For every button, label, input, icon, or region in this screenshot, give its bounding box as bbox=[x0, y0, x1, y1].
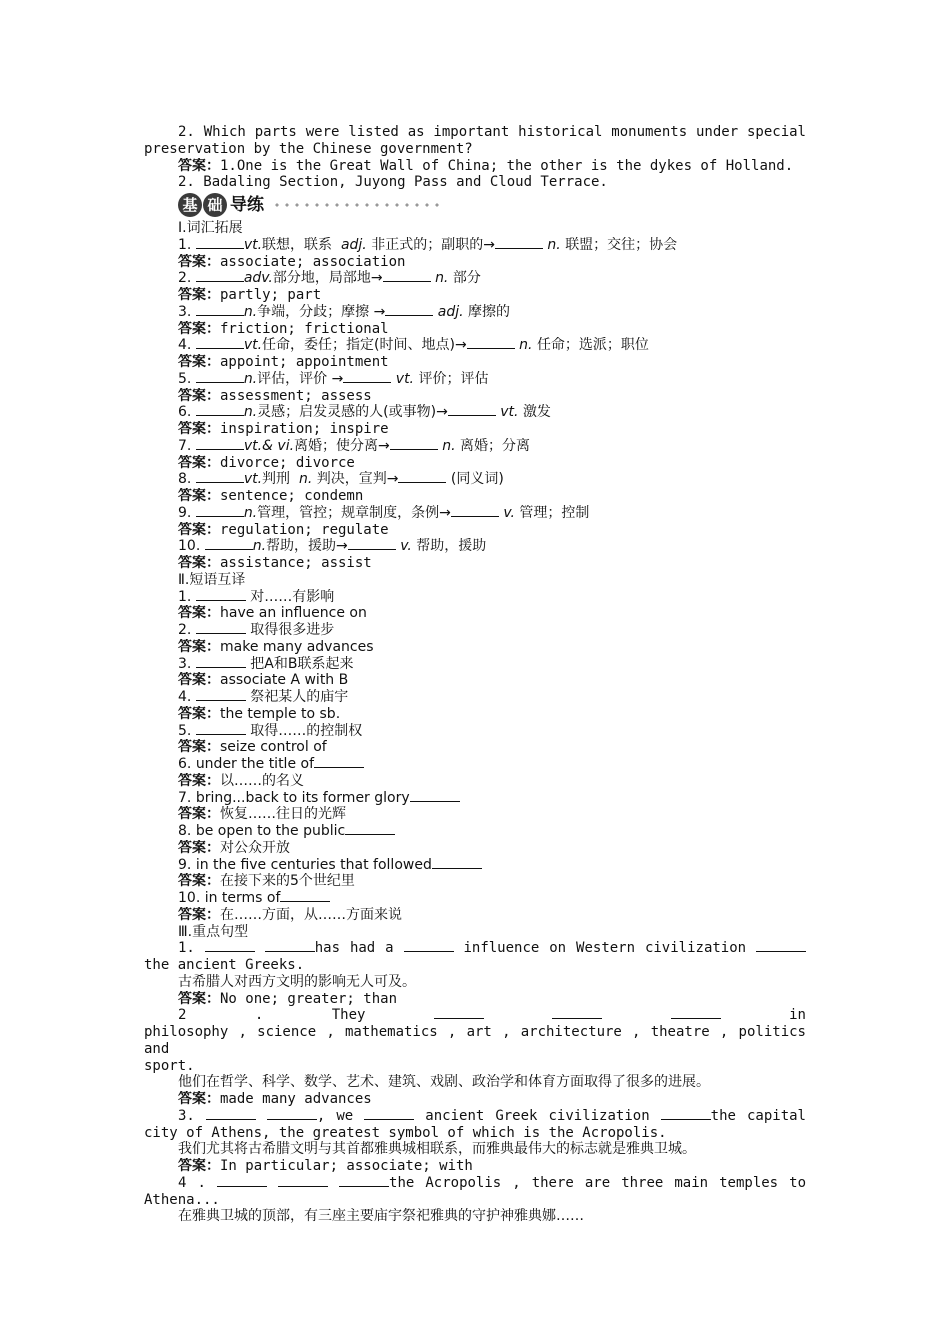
part-of-speech: vt. bbox=[395, 370, 415, 387]
vocab-number: 4. bbox=[178, 337, 192, 354]
vocab-answer bbox=[144, 354, 806, 371]
blank bbox=[196, 237, 244, 249]
answer-label: 答案： bbox=[178, 739, 220, 756]
part-of-speech: n. bbox=[298, 471, 313, 488]
vocab-answer bbox=[144, 488, 806, 505]
phrase-answer bbox=[144, 873, 806, 890]
vocab-meaning: 评价；评估 bbox=[418, 370, 489, 387]
answer-text: partly; part bbox=[220, 287, 322, 303]
sentence-1-answer bbox=[144, 991, 806, 1008]
vocab-meaning: 离婚；分离 bbox=[460, 437, 530, 454]
sentence-2-text-b: in bbox=[789, 1007, 806, 1024]
answer-text: seize control of bbox=[220, 739, 327, 756]
vocab-item bbox=[144, 538, 806, 555]
answer-label: 答案： bbox=[178, 1158, 220, 1174]
phrase-number: 6. bbox=[178, 756, 192, 772]
answer-text: 恢复……往日的光辉 bbox=[220, 806, 346, 823]
answer-label: 答案： bbox=[178, 387, 220, 404]
section-2-heading: Ⅱ.短语互译 bbox=[178, 571, 246, 588]
vocab-meaning: 联想，联系 bbox=[262, 236, 333, 253]
vocab-meaning: 帮助，援助 bbox=[416, 538, 487, 555]
phrase-text: under the title of bbox=[195, 756, 315, 772]
answer-label: 答案： bbox=[178, 488, 220, 504]
vocab-meaning: (同义词) bbox=[450, 471, 504, 488]
part-of-speech: adj. bbox=[340, 236, 367, 253]
sentence-4-line-1 bbox=[144, 1175, 806, 1192]
phrase-number: 7. bbox=[178, 789, 192, 806]
vocab-answer bbox=[144, 254, 806, 271]
blank bbox=[196, 622, 246, 634]
section-banner bbox=[178, 193, 806, 219]
blank bbox=[383, 270, 431, 282]
phrase-number: 8. bbox=[178, 823, 192, 839]
answer-label: 答案： bbox=[178, 521, 220, 538]
blank bbox=[434, 1007, 484, 1019]
blank bbox=[343, 371, 391, 383]
part-of-speech: vt.& vi. bbox=[243, 437, 295, 454]
answer-label: 答案： bbox=[178, 705, 220, 722]
vocab-meaning: 争端，分歧；摩擦 → bbox=[257, 303, 386, 320]
vocab-meaning: 判决，宣判→ bbox=[316, 471, 399, 488]
answer-text: In particular; associate; with bbox=[220, 1158, 473, 1174]
vocab-meaning: 管理，管控；规章制度，条例→ bbox=[257, 504, 451, 521]
vocab-meaning: 部分地，局部地→ bbox=[272, 270, 383, 287]
answer-text: No one; greater; than bbox=[220, 990, 398, 1007]
answer-block bbox=[144, 158, 806, 175]
banner-dots bbox=[272, 202, 442, 208]
sentence-3-text-c: the capital bbox=[710, 1107, 806, 1124]
blank bbox=[196, 304, 244, 316]
blank bbox=[345, 823, 395, 835]
phrase-number: 10. bbox=[178, 890, 201, 906]
phrase-text: in terms of bbox=[204, 890, 281, 906]
blank bbox=[278, 1175, 328, 1187]
question-2-line-2: preservation by the Chinese government? bbox=[144, 140, 473, 157]
answer-text: assistance; assist bbox=[220, 555, 372, 571]
answer-text: made many advances bbox=[220, 1091, 372, 1107]
vocab-number: 6. bbox=[178, 404, 192, 421]
phrase-answer bbox=[144, 773, 806, 790]
blank bbox=[398, 471, 446, 483]
blank bbox=[196, 471, 244, 483]
blank bbox=[206, 1108, 256, 1120]
vocab-meaning: 判刑 bbox=[262, 471, 291, 488]
vocab-meaning: 灵感；启发灵感的人(或事物)→ bbox=[257, 404, 448, 421]
answer-label: 答案： bbox=[178, 672, 220, 689]
vocab-item bbox=[144, 471, 806, 488]
phrase-number: 1. bbox=[178, 588, 192, 605]
part-of-speech: n. bbox=[547, 236, 561, 253]
vocab-item bbox=[144, 270, 806, 287]
vocab-answer bbox=[144, 455, 806, 472]
phrase-list bbox=[144, 589, 806, 924]
phrase-answer bbox=[144, 739, 806, 756]
sentence-2-chinese: 他们在哲学、科学、数学、艺术、建筑、戏剧、政治学和体育方面取得了很多的进展。 bbox=[178, 1074, 710, 1091]
sentence-3-text-b: ancient Greek civilization bbox=[425, 1107, 650, 1124]
worksheet-page bbox=[144, 124, 806, 1225]
answer-label: 答案： bbox=[178, 157, 220, 174]
phrase-text: be open to the public bbox=[195, 823, 346, 839]
answer-text: 对公众开放 bbox=[220, 839, 290, 856]
phrase-answer bbox=[144, 672, 806, 689]
vocab-meaning: 任命；选派；职位 bbox=[536, 337, 649, 354]
answer-label: 答案： bbox=[178, 1091, 220, 1107]
sentence-1-text-a: has had a bbox=[314, 940, 394, 957]
phrase-text: 祭祀某人的庙宇 bbox=[250, 689, 349, 705]
answer-text: 在……方面，从……方面来说 bbox=[220, 906, 402, 923]
part-of-speech: adj. bbox=[437, 303, 464, 320]
vocab-number: 9. bbox=[178, 504, 192, 521]
blank bbox=[196, 438, 244, 450]
vocab-number: 10. bbox=[178, 538, 201, 555]
vocab-item bbox=[144, 438, 806, 455]
vocab-number: 8. bbox=[178, 471, 192, 488]
sentence-3-answer bbox=[144, 1158, 806, 1175]
blank bbox=[265, 940, 315, 952]
answer-text: inspiration; inspire bbox=[220, 421, 389, 437]
vocab-answer bbox=[144, 421, 806, 438]
part-of-speech: vt. bbox=[500, 404, 519, 421]
answer-label: 答案： bbox=[178, 421, 220, 437]
phrase-item bbox=[144, 723, 806, 740]
answer-text: sentence; condemn bbox=[220, 488, 364, 504]
sentence-4-text: the Acropolis , there are three main temples to bbox=[389, 1174, 806, 1191]
answer-text: the temple to sb. bbox=[220, 705, 341, 722]
blank bbox=[552, 1007, 602, 1019]
part-of-speech: n. bbox=[243, 370, 258, 387]
section-1-heading: Ⅰ.词汇拓展 bbox=[178, 220, 243, 236]
answer-label: 答案： bbox=[178, 806, 220, 823]
sentence-1-line-1 bbox=[144, 940, 806, 957]
phrase-text: 取得……的控制权 bbox=[250, 722, 363, 739]
blank bbox=[267, 1108, 317, 1120]
phrase-answer bbox=[144, 706, 806, 723]
vocab-number: 7. bbox=[178, 437, 192, 454]
answer-text: friction; frictional bbox=[220, 320, 389, 337]
vocab-answer bbox=[144, 522, 806, 539]
answer-label: 答案： bbox=[178, 990, 220, 1007]
phrase-item bbox=[144, 790, 806, 807]
sentence-3-number: 3. bbox=[178, 1107, 195, 1124]
answer-label: 答案： bbox=[178, 454, 220, 471]
phrase-text: 取得很多进步 bbox=[250, 622, 335, 638]
vocab-meaning: 摩擦的 bbox=[468, 303, 511, 320]
banner-badge-2: 础 bbox=[203, 193, 227, 217]
answer-text: 1.One is the Great Wall of China; the other is the dykes of Holland. bbox=[220, 157, 794, 174]
blank bbox=[196, 505, 244, 517]
part-of-speech: n. bbox=[243, 504, 258, 521]
blank bbox=[451, 505, 499, 517]
phrase-item bbox=[144, 689, 806, 706]
part-of-speech: n. bbox=[243, 404, 258, 421]
blank bbox=[756, 940, 806, 952]
vocab-item bbox=[144, 304, 806, 321]
part-of-speech: vt. bbox=[243, 471, 263, 488]
vocab-answer bbox=[144, 555, 806, 572]
sentence-2-line-2: philosophy , science , mathematics , art , architecture , theatre , politics and bbox=[144, 1024, 806, 1057]
blank bbox=[661, 1108, 711, 1120]
blank bbox=[364, 1108, 414, 1120]
blank bbox=[196, 589, 246, 601]
vocab-number: 3. bbox=[178, 303, 192, 320]
banner-title: 导练 bbox=[230, 194, 264, 215]
vocab-number: 2. bbox=[178, 270, 192, 287]
part-of-speech: v. bbox=[400, 538, 412, 555]
answer-label: 答案： bbox=[178, 873, 220, 890]
phrase-item bbox=[144, 756, 806, 773]
phrase-answer bbox=[144, 840, 806, 857]
answer-line-2: 2. Badaling Section, Juyong Pass and Cloud Terrace. bbox=[178, 174, 608, 191]
blank bbox=[280, 890, 330, 902]
vocab-number: 5. bbox=[178, 370, 192, 387]
part-of-speech: n. bbox=[442, 437, 456, 454]
answer-label: 答案： bbox=[178, 320, 220, 337]
phrase-number: 5. bbox=[178, 722, 192, 739]
vocab-meaning: 评估，评价 → bbox=[257, 370, 344, 387]
part-of-speech: n. bbox=[519, 337, 533, 354]
phrase-number: 4. bbox=[178, 689, 192, 705]
blank bbox=[432, 857, 482, 869]
sentence-2-text-a: They bbox=[331, 1007, 366, 1024]
blank bbox=[467, 337, 515, 349]
blank bbox=[196, 689, 246, 701]
vocab-item bbox=[144, 237, 806, 254]
sentence-2-number: 2 bbox=[178, 1007, 187, 1024]
phrase-text: 对……有影响 bbox=[250, 588, 335, 605]
blank bbox=[348, 538, 396, 550]
phrase-number: 9. bbox=[178, 856, 192, 873]
phrase-item bbox=[144, 656, 806, 673]
phrase-text: 把A和B联系起来 bbox=[250, 655, 354, 672]
blank bbox=[339, 1175, 389, 1187]
sentence-3-line-2: city of Athens, the greatest symbol of which is the Acropolis. bbox=[144, 1124, 667, 1141]
phrase-item bbox=[144, 857, 806, 874]
vocab-answer bbox=[144, 287, 806, 304]
part-of-speech: n. bbox=[435, 270, 449, 287]
vocab-item bbox=[144, 505, 806, 522]
part-of-speech: vt. bbox=[243, 236, 263, 253]
blank bbox=[217, 1175, 267, 1187]
answer-label: 答案： bbox=[178, 638, 220, 655]
phrase-item bbox=[144, 823, 806, 840]
sentence-4-chinese: 在雅典卫城的顶部，有三座主要庙宇祭祀雅典的守护神雅典娜…… bbox=[178, 1208, 584, 1225]
answer-text: 以……的名义 bbox=[220, 772, 304, 789]
phrase-item bbox=[144, 589, 806, 606]
answer-label: 答案： bbox=[178, 772, 220, 789]
answer-label: 答案： bbox=[178, 253, 220, 270]
vocab-number: 1. bbox=[178, 236, 192, 253]
sentence-3-line-1 bbox=[144, 1108, 806, 1125]
part-of-speech: vt. bbox=[243, 337, 263, 354]
sentence-1-text-b: influence on Western civilization bbox=[463, 940, 747, 957]
phrase-number: 2. bbox=[178, 622, 192, 638]
answer-text: regulation; regulate bbox=[220, 521, 389, 538]
blank bbox=[196, 337, 244, 349]
blank bbox=[196, 723, 246, 735]
phrase-text: bring...back to its former glory bbox=[195, 789, 410, 806]
phrase-item bbox=[144, 890, 806, 907]
blank bbox=[495, 237, 543, 249]
answer-label: 答案： bbox=[178, 605, 220, 622]
sentence-1-line-2: the ancient Greeks. bbox=[144, 957, 305, 973]
blank bbox=[314, 756, 364, 768]
vocab-meaning: 管理；控制 bbox=[519, 504, 590, 521]
section-3-heading: Ⅲ.重点句型 bbox=[178, 923, 249, 940]
sentence-2-answer bbox=[144, 1091, 806, 1108]
vocab-answer bbox=[144, 321, 806, 338]
answer-text: associate A with B bbox=[220, 672, 349, 689]
answer-label: 答案： bbox=[178, 839, 220, 856]
blank bbox=[671, 1007, 721, 1019]
sentence-2-line-1 bbox=[144, 1007, 806, 1024]
banner-badge-1: 基 bbox=[178, 193, 202, 217]
phrase-answer bbox=[144, 806, 806, 823]
blank bbox=[196, 404, 244, 416]
phrase-number: 3. bbox=[178, 655, 192, 672]
phrase-answer bbox=[144, 605, 806, 622]
sentence-1-number: 1. bbox=[178, 940, 195, 957]
blank bbox=[196, 656, 246, 668]
vocab-meaning: 联盟；交往；协会 bbox=[565, 236, 678, 253]
blank bbox=[205, 940, 255, 952]
answer-text: assessment; assess bbox=[220, 387, 372, 404]
sentence-3-text-a: , we bbox=[316, 1107, 354, 1124]
answer-text: associate; association bbox=[220, 253, 406, 270]
phrase-item bbox=[144, 622, 806, 639]
part-of-speech: v. bbox=[503, 504, 515, 521]
answer-text: appoint; appointment bbox=[220, 354, 389, 370]
question-2-line-1: 2. Which parts were listed as important historical monuments under special bbox=[178, 124, 806, 140]
sentence-2-dot: . bbox=[254, 1007, 264, 1024]
answer-label: 答案： bbox=[178, 354, 220, 370]
sentence-4-number: 4 . bbox=[178, 1174, 206, 1191]
vocab-item bbox=[144, 371, 806, 388]
vocab-meaning: 离婚；使分离→ bbox=[294, 437, 390, 454]
vocab-answer bbox=[144, 388, 806, 405]
phrase-answer bbox=[144, 907, 806, 924]
vocab-list bbox=[144, 237, 806, 572]
answer-label: 答案： bbox=[178, 287, 220, 303]
sentence-1-chinese: 古希腊人对西方文明的影响无人可及。 bbox=[178, 973, 416, 990]
vocab-item bbox=[144, 337, 806, 354]
phrase-answer bbox=[144, 639, 806, 656]
blank bbox=[205, 538, 253, 550]
part-of-speech: n. bbox=[243, 303, 258, 320]
answer-label: 答案： bbox=[178, 906, 220, 923]
answer-label: 答案： bbox=[178, 555, 220, 571]
blank bbox=[385, 304, 433, 316]
answer-text: make many advances bbox=[220, 638, 374, 655]
vocab-meaning: 激发 bbox=[522, 404, 551, 421]
sentence-4-line-2: Athena... bbox=[144, 1191, 220, 1208]
sentence-3-chinese: 我们尤其将古希腊文明与其首都雅典城相联系，而雅典最伟大的标志就是雅典卫城。 bbox=[178, 1141, 696, 1158]
phrase-text: in the five centuries that followed bbox=[195, 856, 432, 873]
vocab-meaning: 帮助，援助→ bbox=[266, 538, 348, 555]
blank bbox=[410, 790, 460, 802]
part-of-speech: adv. bbox=[243, 270, 273, 287]
answer-text: divorce; divorce bbox=[220, 454, 355, 471]
vocab-meaning: 任命，委任；指定(时间、地点)→ bbox=[262, 337, 467, 354]
answer-text: 在接下来的5个世纪里 bbox=[220, 873, 355, 890]
vocab-meaning: 部分 bbox=[452, 270, 481, 287]
blank bbox=[448, 404, 496, 416]
blank bbox=[404, 940, 454, 952]
sentence-2-line-3: sport. bbox=[144, 1057, 195, 1074]
vocab-item bbox=[144, 404, 806, 421]
part-of-speech: n. bbox=[252, 538, 267, 555]
blank bbox=[390, 438, 438, 450]
answer-text: have an influence on bbox=[220, 605, 367, 622]
blank bbox=[196, 371, 244, 383]
vocab-meaning: 非正式的；副职的→ bbox=[371, 236, 495, 253]
blank bbox=[196, 270, 244, 282]
